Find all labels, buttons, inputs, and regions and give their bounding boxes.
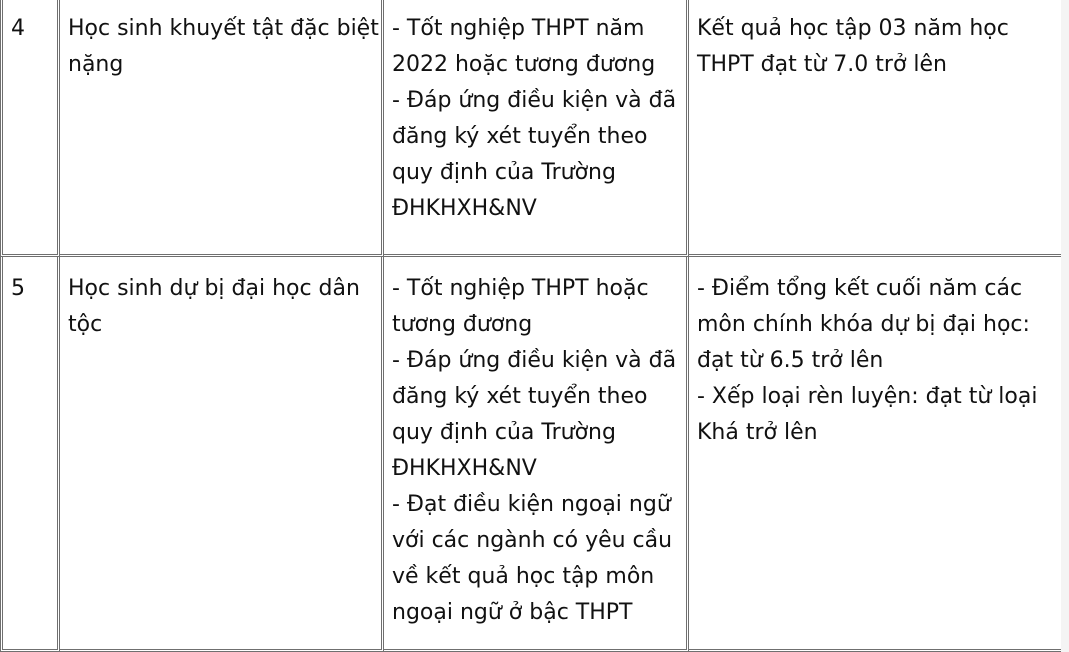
criteria-cell	[689, 0, 1069, 257]
criteria-line: - Xếp loại rèn luyện: đạt từ loại	[697, 384, 1038, 409]
object-cell	[60, 0, 384, 257]
condition-line: - Đáp ứng điều kiện và đã	[392, 348, 677, 373]
condition-line: ĐHKHXH&NV	[392, 196, 537, 221]
object-line: tộc	[68, 312, 103, 337]
condition-line: - Đạt điều kiện ngoại ngữ	[392, 492, 671, 517]
condition-line: ĐHKHXH&NV	[392, 456, 537, 481]
table-row-5	[0, 257, 1069, 652]
row-number-cell	[0, 257, 60, 652]
condition-line: - Tốt nghiệp THPT năm	[392, 16, 645, 41]
condition-line: về kết quả học tập môn	[392, 564, 655, 589]
condition-line: quy định của Trường	[392, 160, 616, 185]
condition-line: đăng ký xét tuyển theo	[392, 124, 648, 149]
criteria-line: đạt từ 6.5 trở lên	[697, 348, 884, 373]
condition-line: tương đương	[392, 312, 533, 337]
condition-line: với các ngành có yêu cầu	[392, 528, 673, 553]
criteria-line: Kết quả học tập 03 năm học	[697, 16, 1009, 41]
criteria-line: - Điểm tổng kết cuối năm các	[697, 276, 1023, 301]
object-line: Học sinh khuyết tật đặc biệt	[68, 16, 379, 41]
object-line: nặng	[68, 52, 124, 77]
page-edge	[1061, 0, 1069, 652]
condition-cell	[384, 0, 689, 257]
criteria-line: Khá trở lên	[697, 420, 818, 445]
condition-line: ngoại ngữ ở bậc THPT	[392, 600, 633, 625]
row-number: 5	[11, 276, 25, 301]
row-number-cell	[0, 0, 60, 257]
row-number: 4	[11, 16, 25, 41]
condition-line: quy định của Trường	[392, 420, 616, 445]
object-cell	[60, 257, 384, 652]
criteria-line: THPT đạt từ 7.0 trở lên	[697, 52, 948, 77]
condition-line: - Đáp ứng điều kiện và đã	[392, 88, 677, 113]
criteria-cell	[689, 257, 1069, 652]
condition-line: đăng ký xét tuyển theo	[392, 384, 648, 409]
condition-line: 2022 hoặc tương đương	[392, 52, 656, 77]
condition-line: - Tốt nghiệp THPT hoặc	[392, 276, 649, 301]
object-line: Học sinh dự bị đại học dân	[68, 276, 360, 301]
table-row-4	[0, 0, 1069, 257]
condition-cell	[384, 257, 689, 652]
criteria-line: môn chính khóa dự bị đại học:	[697, 312, 1030, 337]
